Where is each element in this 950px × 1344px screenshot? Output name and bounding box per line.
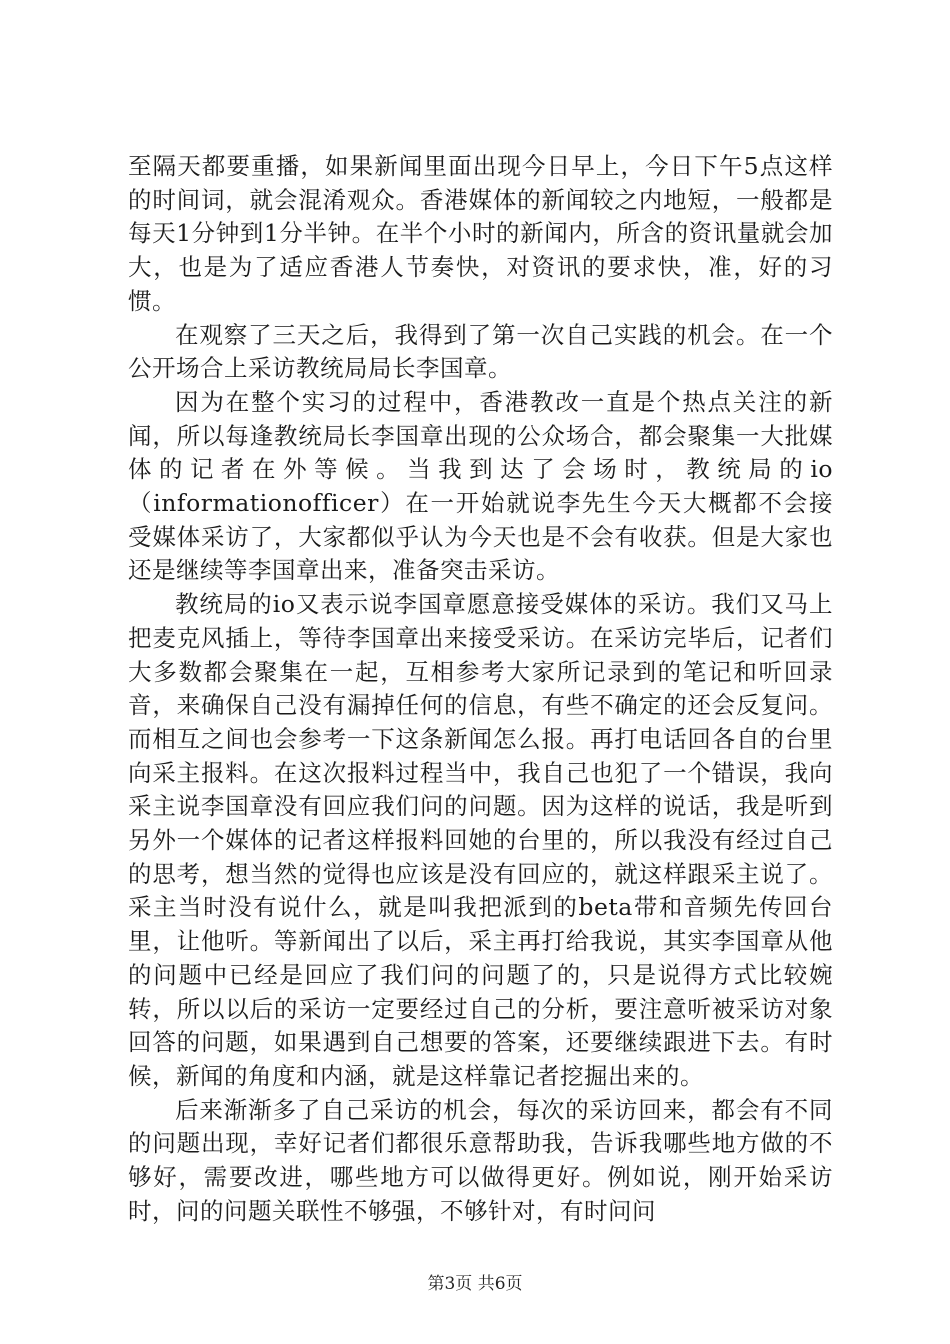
paragraph-5: 后来渐渐多了自己采访的机会，每次的采访回来，都会有不同的问题出现，幸好记者们都很乐意帮助我，告诉我哪些地方做的不够好，需要改进，哪些地方可以做得更好。例如说，刚开始采访时，问的问题关联性不够强，不够针对，有时问问 xyxy=(128,1095,833,1225)
document-body xyxy=(128,150,833,1229)
paragraph-3: 因为在整个实习的过程中，香港教改一直是个热点关注的新闻，所以每逢教统局长李国章出现的公众场合，都会聚集一大批媒体的记者在外等候。当我到达了会场时，教统局的io（informationofficer）在一开始就说李先生今天大概都不会接受媒体采访了，大家都似乎认为今天也是不会有收获。但是大家也还是继续等李国章出来，准备突击采访。 xyxy=(128,387,833,585)
paragraph-1: 至隔天都要重播，如果新闻里面出现今日早上，今日下午5点这样的时间词，就会混淆观众。香港媒体的新闻较之内地短，一般都是每天1分钟到1分半钟。在半个小时的新闻内，所含的资讯量就会加大，也是为了适应香港人节奏快，对资讯的要求快，准，好的习惯。 xyxy=(128,152,833,315)
paragraph-2: 在观察了三天之后，我得到了第一次自己实践的机会。在一个公开场合上采访教统局局长李国章。 xyxy=(128,320,833,383)
page-footer: 第3页 共6页 xyxy=(427,1274,523,1294)
paragraph-4: 教统局的io又表示说李国章愿意接受媒体的采访。我们又马上把麦克风插上，等待李国章出来接受采访。在采访完毕后，记者们大多数都会聚集在一起，互相参考大家所记录到的笔记和听回录音，来确保自己没有漏掉任何的信息，有些不确定的还会反复问。而相互之间也会参考一下这条新闻怎么报。再打电话回各自的台里向采主报料。在这次报料过程当中，我自己也犯了一个错误，我向采主说李国章没有回应我们问的问题。因为这样的说话，我是听到另外一个媒体的记者这样报料回她的台里的，所以我没有经过自己的思考，想当然的觉得也应该是没有回应的，就这样跟采主说了。采主当时没有说什么，就是叫我把派到的beta带和音频先传回台里，让他听。等新闻出了以后，采主再打给我说，其实李国章从他的问题中已经是回应了我们问的问题了的，只是说得方式比较婉转，所以以后的采访一定要经过自己的分析，要注意听被采访对象回答的问题，如果遇到自己想要的答案，还要继续跟进下去。有时候，新闻的角度和内涵，就是这样靠记者挖掘出来的。 xyxy=(128,590,833,1090)
